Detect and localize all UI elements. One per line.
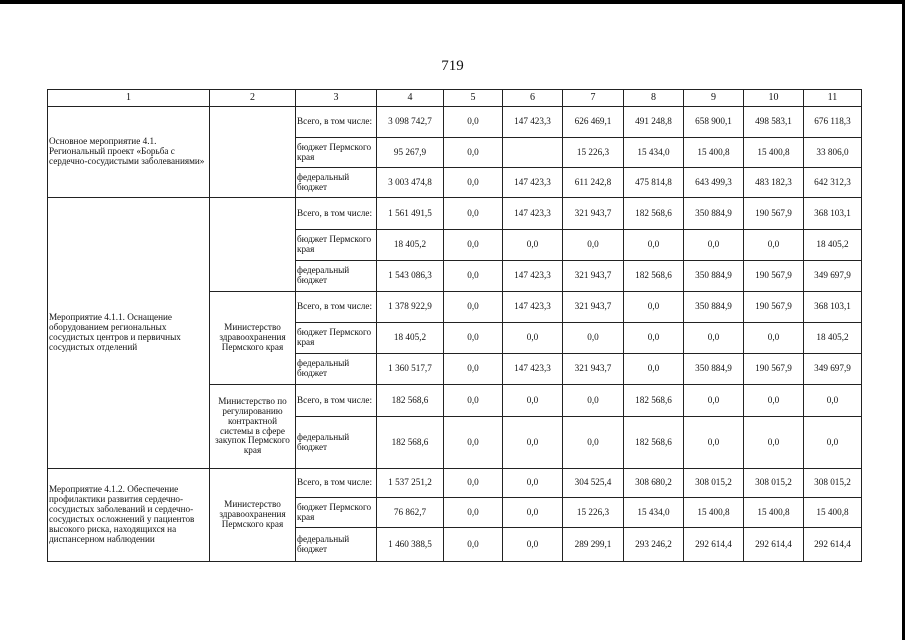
amount-cell: 0,0	[444, 323, 503, 354]
amount-cell: 368 103,1	[804, 198, 862, 230]
amount-cell: 1 460 388,5	[377, 528, 444, 562]
amount-cell: 15 434,0	[624, 498, 684, 528]
amount-cell: 0,0	[444, 292, 503, 323]
amount-cell: 0,0	[444, 469, 503, 498]
amount-cell: 292 614,4	[684, 528, 744, 562]
amount-cell: 658 900,1	[684, 107, 744, 138]
amount-cell: 0,0	[444, 107, 503, 138]
amount-cell: 15 400,8	[744, 138, 804, 168]
column-header: 1	[48, 90, 210, 107]
amount-cell: 0,0	[503, 469, 563, 498]
amount-cell: 15 226,3	[563, 138, 624, 168]
amount-cell: 147 423,3	[503, 107, 563, 138]
amount-cell: 15 400,8	[804, 498, 862, 528]
amount-cell: 15 434,0	[624, 138, 684, 168]
table-row	[48, 107, 862, 138]
amount-cell: 350 884,9	[684, 261, 744, 292]
amount-cell: 147 423,3	[503, 292, 563, 323]
funding-source: Всего, в том числе:	[296, 469, 377, 498]
amount-cell: 0,0	[744, 385, 804, 417]
amount-cell	[503, 138, 563, 168]
amount-cell: 0,0	[444, 385, 503, 417]
responsible-org: Министерство здравоохранения Пермского края	[210, 469, 296, 562]
amount-cell: 0,0	[804, 417, 862, 469]
column-header: 11	[804, 90, 862, 107]
amount-cell: 33 806,0	[804, 138, 862, 168]
amount-cell: 0,0	[684, 323, 744, 354]
amount-cell: 498 583,1	[744, 107, 804, 138]
amount-cell: 642 312,3	[804, 168, 862, 198]
amount-cell: 0,0	[444, 198, 503, 230]
amount-cell: 308 015,2	[804, 469, 862, 498]
amount-cell: 491 248,8	[624, 107, 684, 138]
column-header: 7	[563, 90, 624, 107]
amount-cell: 0,0	[624, 323, 684, 354]
amount-cell: 0,0	[503, 498, 563, 528]
amount-cell: 0,0	[444, 168, 503, 198]
column-header: 8	[624, 90, 684, 107]
amount-cell: 292 614,4	[744, 528, 804, 562]
amount-cell: 147 423,3	[503, 354, 563, 385]
column-header: 4	[377, 90, 444, 107]
activity-name: Основное мероприятие 4.1. Региональный проект «Борьба с сердечно-сосудистыми заболеваниями»	[48, 107, 210, 198]
funding-source: бюджет Пермского края	[296, 230, 377, 261]
amount-cell: 321 943,7	[563, 261, 624, 292]
amount-cell: 626 469,1	[563, 107, 624, 138]
amount-cell: 18 405,2	[804, 323, 862, 354]
amount-cell: 0,0	[444, 138, 503, 168]
column-header: 3	[296, 90, 377, 107]
amount-cell: 0,0	[444, 354, 503, 385]
amount-cell: 15 400,8	[744, 498, 804, 528]
amount-cell: 0,0	[624, 292, 684, 323]
responsible-org	[210, 107, 296, 198]
amount-cell: 475 814,8	[624, 168, 684, 198]
column-header: 2	[210, 90, 296, 107]
amount-cell: 182 568,6	[624, 261, 684, 292]
amount-cell: 182 568,6	[377, 385, 444, 417]
funding-source: федеральный бюджет	[296, 168, 377, 198]
amount-cell: 190 567,9	[744, 198, 804, 230]
amount-cell: 0,0	[624, 230, 684, 261]
amount-cell: 15 400,8	[684, 498, 744, 528]
amount-cell: 182 568,6	[624, 417, 684, 469]
funding-source: Всего, в том числе:	[296, 107, 377, 138]
amount-cell: 18 405,2	[377, 230, 444, 261]
funding-source: бюджет Пермского края	[296, 323, 377, 354]
amount-cell: 0,0	[804, 385, 862, 417]
amount-cell: 0,0	[444, 417, 503, 469]
funding-source: Всего, в том числе:	[296, 198, 377, 230]
amount-cell: 304 525,4	[563, 469, 624, 498]
amount-cell: 0,0	[503, 417, 563, 469]
activity-name: Мероприятие 4.1.1. Оснащение оборудованием региональных сосудистых центров и первичных сосудистых отделений	[48, 198, 210, 469]
funding-source: бюджет Пермского края	[296, 498, 377, 528]
column-header: 6	[503, 90, 563, 107]
amount-cell: 350 884,9	[684, 198, 744, 230]
amount-cell: 350 884,9	[684, 354, 744, 385]
amount-cell: 147 423,3	[503, 198, 563, 230]
amount-cell: 147 423,3	[503, 261, 563, 292]
page-number: 719	[441, 58, 464, 74]
amount-cell: 1 360 517,7	[377, 354, 444, 385]
amount-cell: 308 015,2	[744, 469, 804, 498]
scan-edge-top	[0, 0, 905, 4]
amount-cell: 0,0	[563, 323, 624, 354]
amount-cell: 483 182,3	[744, 168, 804, 198]
amount-cell: 0,0	[503, 323, 563, 354]
amount-cell: 349 697,9	[804, 354, 862, 385]
amount-cell: 76 862,7	[377, 498, 444, 528]
amount-cell: 0,0	[684, 417, 744, 469]
amount-cell: 0,0	[503, 528, 563, 562]
amount-cell: 95 267,9	[377, 138, 444, 168]
column-header: 9	[684, 90, 744, 107]
amount-cell: 0,0	[444, 498, 503, 528]
table-row	[48, 198, 862, 230]
funding-source: федеральный бюджет	[296, 354, 377, 385]
amount-cell: 18 405,2	[377, 323, 444, 354]
amount-cell: 0,0	[744, 230, 804, 261]
amount-cell: 308 015,2	[684, 469, 744, 498]
amount-cell: 190 567,9	[744, 292, 804, 323]
amount-cell: 0,0	[444, 528, 503, 562]
amount-cell: 0,0	[444, 230, 503, 261]
amount-cell: 182 568,6	[624, 385, 684, 417]
amount-cell: 0,0	[503, 230, 563, 261]
amount-cell: 368 103,1	[804, 292, 862, 323]
amount-cell: 293 246,2	[624, 528, 684, 562]
amount-cell: 321 943,7	[563, 354, 624, 385]
amount-cell: 0,0	[563, 385, 624, 417]
amount-cell: 289 299,1	[563, 528, 624, 562]
table-body	[48, 107, 862, 562]
amount-cell: 350 884,9	[684, 292, 744, 323]
amount-cell: 0,0	[684, 230, 744, 261]
amount-cell: 0,0	[624, 354, 684, 385]
amount-cell: 0,0	[684, 385, 744, 417]
amount-cell: 0,0	[444, 261, 503, 292]
funding-source: Всего, в том числе:	[296, 385, 377, 417]
table-row	[48, 469, 862, 498]
column-header: 5	[444, 90, 503, 107]
amount-cell: 1 561 491,5	[377, 198, 444, 230]
amount-cell: 0,0	[744, 323, 804, 354]
funding-source: федеральный бюджет	[296, 528, 377, 562]
funding-source: Всего, в том числе:	[296, 292, 377, 323]
amount-cell: 1 378 922,9	[377, 292, 444, 323]
funding-source: федеральный бюджет	[296, 417, 377, 469]
amount-cell: 15 400,8	[684, 138, 744, 168]
amount-cell: 0,0	[563, 417, 624, 469]
amount-cell: 0,0	[503, 385, 563, 417]
amount-cell: 190 567,9	[744, 354, 804, 385]
amount-cell: 1 543 086,3	[377, 261, 444, 292]
amount-cell: 147 423,3	[503, 168, 563, 198]
amount-cell: 182 568,6	[377, 417, 444, 469]
amount-cell: 3 003 474,8	[377, 168, 444, 198]
amount-cell: 349 697,9	[804, 261, 862, 292]
budget-table	[47, 89, 862, 562]
amount-cell: 0,0	[744, 417, 804, 469]
amount-cell: 15 226,3	[563, 498, 624, 528]
responsible-org: Министерство по регулированию контрактной системы в сфере закупок Пермского края	[210, 385, 296, 469]
amount-cell: 308 680,2	[624, 469, 684, 498]
funding-source: бюджет Пермского края	[296, 138, 377, 168]
column-header: 10	[744, 90, 804, 107]
amount-cell: 3 098 742,7	[377, 107, 444, 138]
amount-cell: 18 405,2	[804, 230, 862, 261]
amount-cell: 182 568,6	[624, 198, 684, 230]
amount-cell: 643 499,3	[684, 168, 744, 198]
amount-cell: 321 943,7	[563, 198, 624, 230]
amount-cell: 190 567,9	[744, 261, 804, 292]
activity-name: Мероприятие 4.1.2. Обеспечение профилактики развития сердечно-сосудистых заболеваний и сердечно-сосудистых осложнений у пациентов высокого риска, находящихся на диспансерном наблюдении	[48, 469, 210, 562]
header-row	[48, 90, 862, 107]
amount-cell: 1 537 251,2	[377, 469, 444, 498]
responsible-org	[210, 198, 296, 292]
amount-cell: 321 943,7	[563, 292, 624, 323]
amount-cell: 676 118,3	[804, 107, 862, 138]
funding-source: федеральный бюджет	[296, 261, 377, 292]
amount-cell: 0,0	[563, 230, 624, 261]
amount-cell: 292 614,4	[804, 528, 862, 562]
amount-cell: 611 242,8	[563, 168, 624, 198]
responsible-org: Министерство здравоохранения Пермского края	[210, 292, 296, 385]
